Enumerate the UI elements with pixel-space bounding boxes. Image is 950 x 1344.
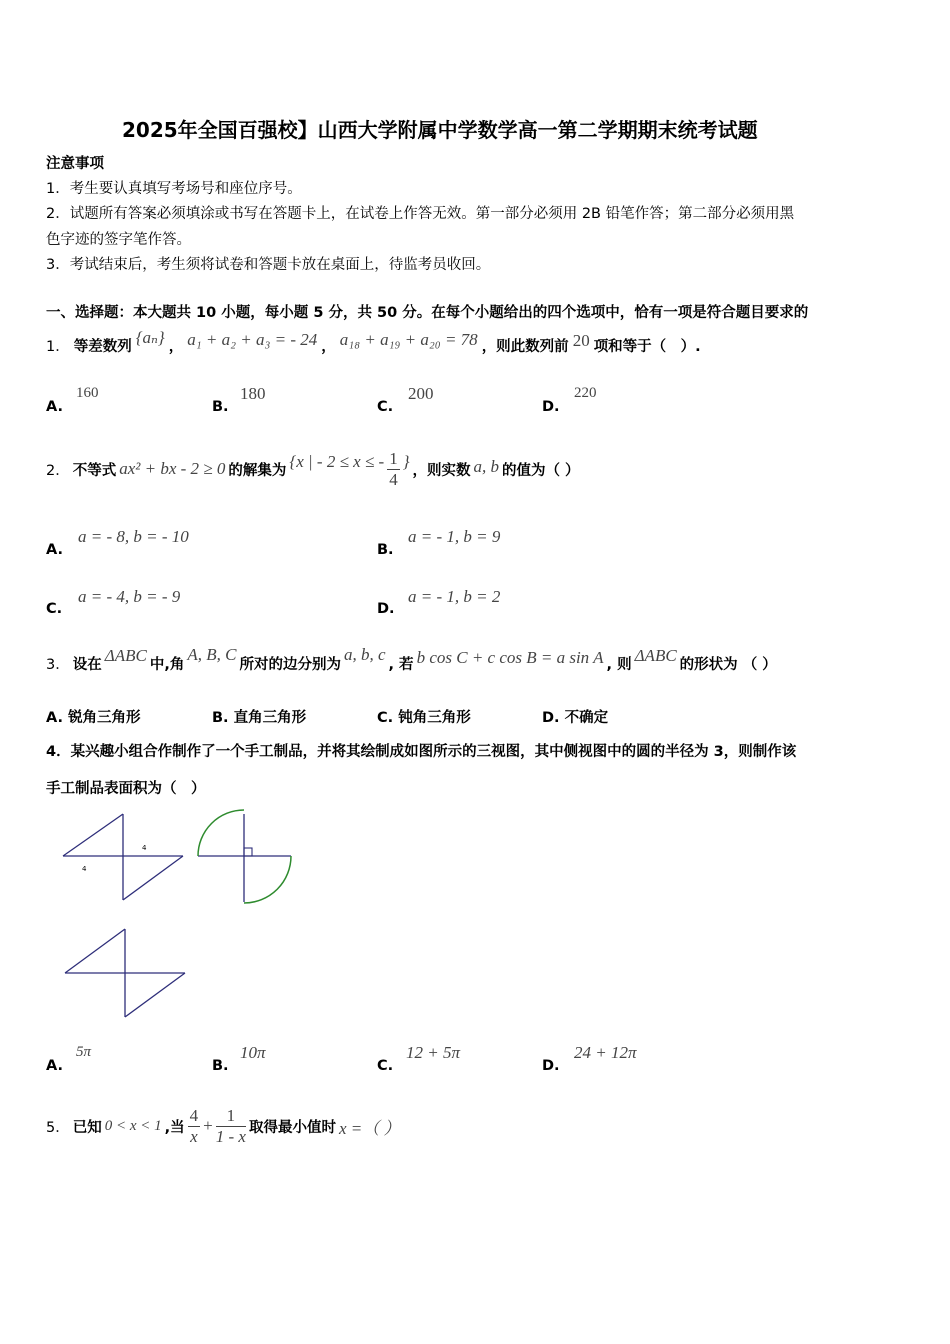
- q2-num: 2．: [46, 462, 70, 479]
- side-view: [198, 810, 291, 903]
- q1-text-3: 项和等于（ ）.: [593, 338, 701, 355]
- q2-option-c: a = - 4, b = - 9: [78, 587, 181, 606]
- q5-text-2: ,当: [164, 1119, 185, 1136]
- q3-option-b: B. 直角三角形: [212, 710, 307, 726]
- front-view-label-a: 4: [142, 844, 147, 852]
- q2-option-b-label: B.: [377, 542, 394, 558]
- q3-option-a: A. 锐角三角形: [46, 710, 141, 726]
- q1-option-a-label: A.: [46, 399, 63, 415]
- q1-option-c-label: C.: [377, 399, 394, 415]
- q4-option-d-label: D.: [542, 1058, 560, 1074]
- q5-answer: x =（ ）: [338, 1118, 401, 1138]
- q3-text-4: , 若: [388, 656, 414, 673]
- q1-num: 1．: [46, 338, 70, 355]
- q4-text-2: 手工制品表面积为（ ）: [46, 781, 206, 797]
- q5-text-3: 取得最小值时: [248, 1119, 336, 1136]
- q1-option-b: 180: [240, 384, 266, 403]
- q3-text-5: , 则: [606, 656, 632, 673]
- q5-fraction-1: $\frac{4}{x}$: [189, 1105, 199, 1146]
- q5-num: 5．: [46, 1119, 70, 1136]
- q3-triangle-2: ΔABC: [634, 646, 677, 665]
- q3-num: 3．: [46, 656, 70, 673]
- q1-option-b-label: B.: [212, 399, 229, 415]
- q3-angles: A, B, C: [187, 645, 237, 664]
- q2-option-c-label: C.: [46, 601, 63, 617]
- page-title: 2025年全国百强校】山西大学附属中学数学高一第二学期期末统考试题: [122, 118, 758, 142]
- q1-eq1: a₁ + a₂ + a₃ = - 24: [187, 330, 318, 349]
- q1-eq2: a₁₈ + a₁₉ + a₂₀ = 78: [339, 330, 478, 349]
- q3-text-3: 所对的边分别为: [239, 656, 341, 673]
- q4-option-b-label: B.: [212, 1058, 229, 1074]
- notice-item-2: 2．试题所有答案必须填涂或书写在答题卡上，在试卷上作答无效。第一部分必须用 2B 铅笔作答；第二部分必须用黑: [46, 206, 795, 222]
- q3-text-2: 中,角: [149, 656, 185, 673]
- q2-ineq: ax² + bx - 2 ≥ 0: [119, 459, 226, 478]
- q5-condition: 0 < x < 1: [104, 1117, 162, 1134]
- q1-option-d: 220: [574, 385, 597, 401]
- q4-option-c: 12 + 5π: [406, 1043, 460, 1062]
- q3-sides: a, b, c: [343, 645, 386, 664]
- q1-option-c: 200: [408, 384, 434, 403]
- q3-option-d: D. 不确定: [542, 710, 609, 726]
- q2-option-a-label: A.: [46, 542, 63, 558]
- q2-option-d: a = - 1, b = 2: [408, 587, 501, 606]
- q1-text-2: ，则此数列前: [481, 338, 569, 355]
- q3-text-1: 设在: [72, 656, 102, 673]
- three-view-figure: [55, 808, 305, 1023]
- q4-option-b: 10π: [240, 1043, 266, 1062]
- q2-option-d-label: D.: [377, 601, 395, 617]
- front-view: [63, 814, 183, 900]
- q1-option-a: 160: [76, 385, 99, 401]
- front-view-label-b: 4: [82, 865, 87, 873]
- q2-set-right: }: [402, 452, 410, 471]
- q3-triangle: ΔABC: [104, 646, 147, 665]
- notice-item-2-cont: 色字迹的签字笔作答。: [46, 232, 191, 248]
- q4-text-1: 4．某兴趣小组合作制作了一个手工制品，并将其绘制成如图所示的三视图，其中侧视图中的圆的半径为 3，则制作该: [46, 744, 797, 760]
- notice-item-1: 1．考生要认真填写考场号和座位序号。: [46, 181, 302, 197]
- q2-option-a: a = - 8, b = - 10: [78, 527, 189, 546]
- q2-set-left: {x | - 2 ≤ x ≤ -: [289, 452, 385, 471]
- q1-option-d-label: D.: [542, 399, 560, 415]
- section-heading: 一、选择题：本大题共 10 小题，每小题 5 分，共 50 分。在每个小题给出的四个选项中，恰有一项是符合题目要求的: [46, 305, 809, 321]
- q4-option-c-label: C.: [377, 1058, 394, 1074]
- q5-fraction-2: $\frac{1}{1 - x}$: [215, 1105, 246, 1146]
- q2-option-b: a = - 1, b = 9: [408, 527, 501, 546]
- notice-item-3: 3．考试结束后，考生须将试卷和答题卡放在桌面上，待监考员收回。: [46, 257, 491, 273]
- q2-text-4: 的值为（ ）: [502, 462, 580, 479]
- question-2: [46, 446, 580, 492]
- q1-text-1: 等差数列: [73, 338, 132, 355]
- question-1: 1． 等差数列 {aₙ} ， a₁ + a₂ + a₃ = - 24 ， a₁₈ + a₁₉ + a₂₀ = 78 ，则此数列前 20 项和等于（ ）.: [46, 328, 701, 355]
- notice-heading: 注意事项: [46, 156, 104, 172]
- q1-n: 20: [572, 331, 590, 350]
- q2-text-3: ，则实数: [412, 462, 471, 479]
- q4-option-d: 24 + 12π: [574, 1043, 637, 1062]
- q2-text-2: 的解集为: [228, 462, 287, 479]
- q4-option-a-label: A.: [46, 1058, 63, 1074]
- q2-vars: a, b: [473, 457, 499, 476]
- q5-plus: +: [203, 1116, 213, 1135]
- q5-text-1: 已知: [72, 1119, 102, 1136]
- q2-text-1: 不等式: [72, 462, 117, 479]
- q3-text-6: 的形状为 （ ）: [679, 656, 777, 673]
- q2-fraction: $\frac{1}{4}$: [389, 448, 398, 489]
- q4-option-a: 5π: [76, 1044, 92, 1060]
- q3-option-c: C. 钝角三角形: [377, 710, 471, 726]
- question-5: [46, 1102, 401, 1150]
- q1-seq: {aₙ}: [135, 328, 165, 347]
- top-view: [65, 929, 185, 1017]
- q3-equation: b cos C + c cos B = a sin A: [416, 648, 604, 667]
- question-3: [46, 646, 777, 680]
